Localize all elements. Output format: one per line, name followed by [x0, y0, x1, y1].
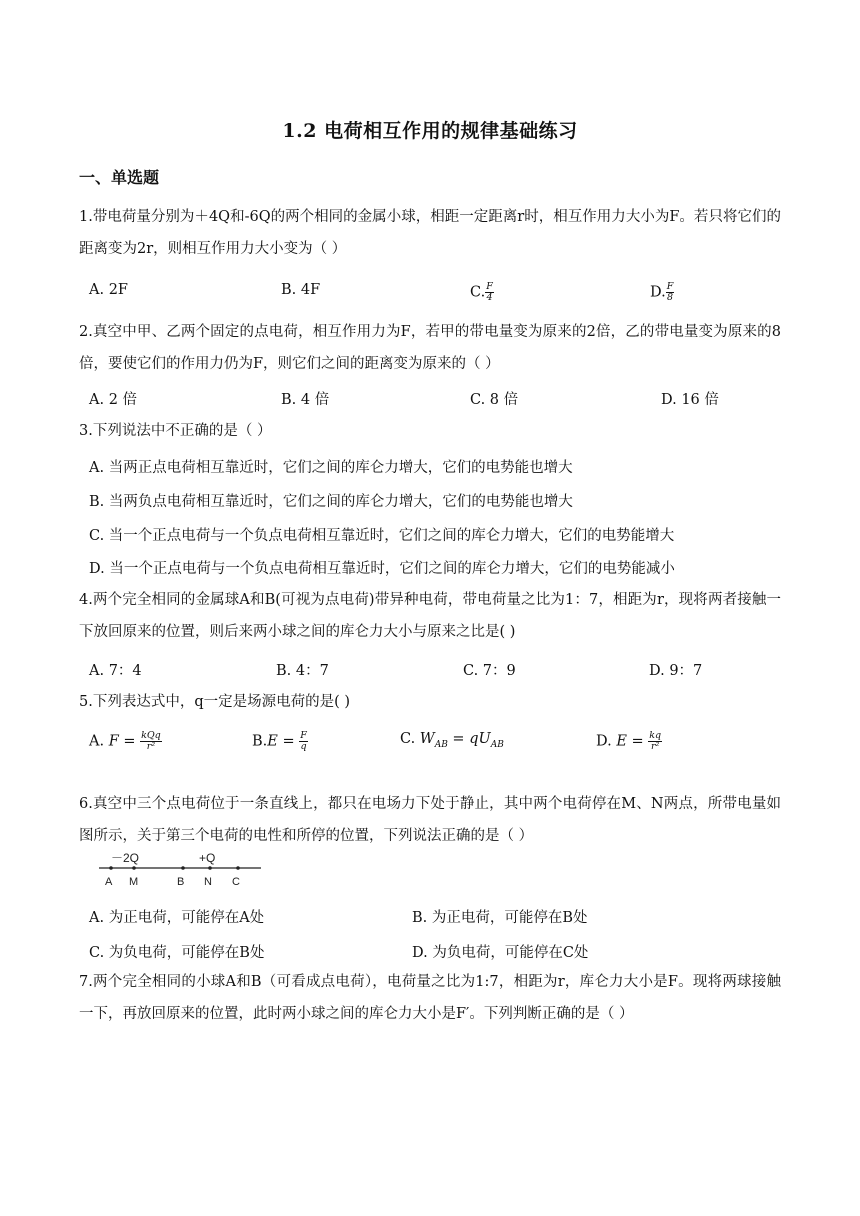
q3-option-d: D. 当一个正点电荷与一个负点电荷相互靠近时，它们之间的库仑力增大，它们的电势能减小: [89, 561, 675, 577]
question-2-stem: 2.真空中甲、乙两个固定的点电荷，相互作用力为F，若甲的带电量变为原来的2倍，乙的带电量变为原来的8倍，要使它们的作用力仍为F，则它们之间的距离变为原来的（ ）: [79, 324, 781, 372]
question-4-stem: 4.两个完全相同的金属球A和B(可视为点电荷)带异种电荷，带电荷量之比为1：7，相距为r，现将两者接触一下放回原来的位置，则后来两小球之间的库仑力大小与原来之比是( ): [79, 592, 781, 640]
label-n: N: [204, 876, 212, 888]
point-b: [181, 866, 185, 870]
q2-option-d: D. 16 倍: [661, 392, 719, 408]
point-a: [109, 866, 113, 870]
charge-label-n: +Q: [199, 851, 216, 865]
charge-label-m: －2Q: [111, 851, 140, 865]
q3-option-b: B. 当两负点电荷相互靠近时，它们之间的库仑力增大，它们的电势能也增大: [89, 494, 573, 510]
q5-option-c: C. $W_{AB} = qU_{AB}$: [400, 731, 504, 750]
point-n: [208, 866, 212, 870]
q3-option-a: A. 当两正点电荷相互靠近时，它们之间的库仑力增大，它们的电势能也增大: [89, 460, 573, 476]
q1-option-a: A. 2F: [89, 282, 128, 298]
q2-option-b: B. 4 倍: [281, 392, 330, 408]
point-c: [236, 866, 240, 870]
q6-option-c: C. 为负电荷，可能停在B处: [89, 945, 265, 961]
question-5-options: [89, 731, 789, 757]
fraction: $\frac{kq}{\text{r²}}$: [649, 730, 662, 752]
q4-option-a: A. 7：4: [89, 663, 142, 679]
fraction: $\frac{F}{4}$: [486, 281, 493, 303]
fraction: $\frac{F}{q}$: [300, 730, 307, 752]
q3-option-c: C. 当一个正点电荷与一个负点电荷相互靠近时，它们之间的库仑力增大，它们的电势能增大: [89, 528, 675, 544]
label-c: C: [232, 876, 240, 888]
question-3-stem: 3.下列说法中不正确的是（ ）: [79, 423, 272, 439]
q4-option-d: D. 9：7: [649, 663, 703, 679]
question-1-stem: 1.带电荷量分别为＋4Q和-6Q的两个相同的金属小球，相距一定距离r时，相互作用力大小为F。若只将它们的距离变为2r，则相互作用力大小变为（ ）: [79, 209, 781, 257]
charge-line-figure: [97, 848, 267, 890]
q5-option-a: A. F = $\frac{\text{kQq}}{\text{r²}}$: [89, 730, 161, 752]
question-1-options: [89, 282, 789, 304]
section-heading: 一、单选题: [79, 168, 160, 187]
q1-option-c: C. $\frac{F}{4}$: [470, 281, 493, 303]
q6-option-b: B. 为正电荷，可能停在B处: [412, 910, 588, 926]
page-title: 1.2 电荷相互作用的规律基础练习: [282, 120, 578, 142]
question-7-stem: 7.两个完全相同的小球A和B（可看成点电荷），电荷量之比为1:7，相距为r，库仑力大小是F。现将两球接触一下，再放回原来的位置，此时两小球之间的库仑力大小是F′。下列判断正确的是（ ）: [79, 974, 781, 1022]
q6-option-a: A. 为正电荷，可能停在A处: [89, 910, 265, 926]
fraction: $\frac{F}{8}$: [666, 281, 674, 303]
q4-option-b: B. 4：7: [276, 663, 329, 679]
q2-option-a: A. 2 倍: [89, 392, 138, 408]
question-2-options: [89, 388, 789, 410]
q2-option-c: C. 8 倍: [470, 392, 519, 408]
q6-option-d: D. 为负电荷，可能停在C处: [412, 945, 589, 961]
label-m: M: [129, 876, 139, 888]
q1-option-b: B. 4F: [281, 282, 321, 298]
q4-option-c: C. 7：9: [463, 663, 516, 679]
question-5-stem: 5.下列表达式中，q一定是场源电荷的是( ): [79, 694, 351, 710]
fraction: $\frac{\text{kQq}}{\text{r²}}$: [141, 730, 161, 752]
label-b: B: [177, 876, 185, 888]
question-6-stem: 6.真空中三个点电荷位于一条直线上，都只在电场力下处于静止，其中两个电荷停在M、N两点，所带电量如图所示，关于第三个电荷的电性和所停的位置，下列说法正确的是（ ）: [79, 796, 781, 844]
point-m: [132, 866, 136, 870]
q1-option-d: D. $\frac{F}{8}$: [650, 281, 674, 303]
q5-option-b: B.E = $\frac{F}{q}$: [252, 730, 307, 752]
question-4-options: [89, 659, 789, 681]
label-a: A: [105, 876, 113, 888]
q5-option-d: D. E = $\frac{kq}{\text{r²}}$: [596, 730, 662, 752]
